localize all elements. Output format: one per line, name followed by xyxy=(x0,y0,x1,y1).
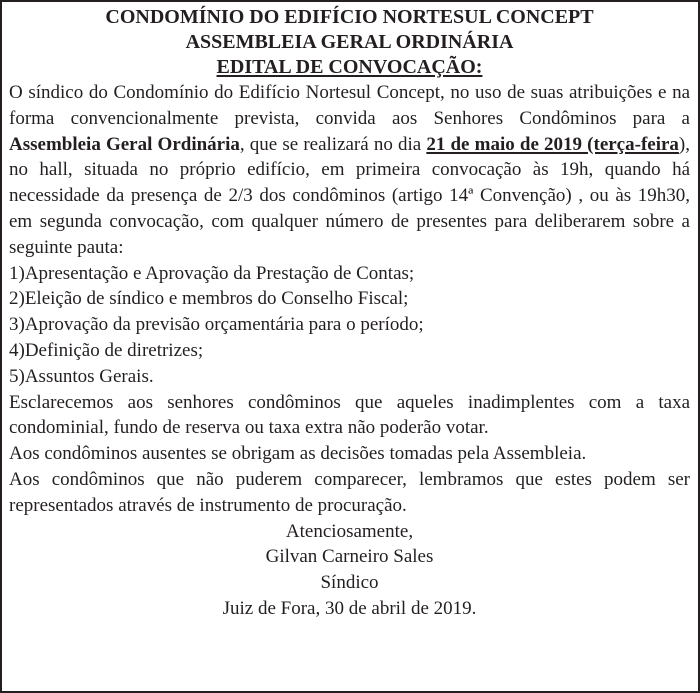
edict-title: EDITAL DE CONVOCAÇÃO: xyxy=(216,56,483,78)
signer-role: Síndico xyxy=(320,572,379,594)
intro-text-part3: ), no hall, situada no próprio edifício, em primeira convocação às 19h, quando há necessidade da presença de 2/3 dos condôminos (artigo 14ª Convenção) , ou às 19h30, em segunda convocação, com qualquer número de presentes para deliberarem sobre a seguinte pauta: xyxy=(9,133,690,258)
agenda-item: 3)Aprovação da previsão orçamentária para o período; xyxy=(9,314,424,336)
agenda-item: 1)Apresentação e Aprovação da Prestação de Contas; xyxy=(9,262,415,284)
closing-salutation: Atenciosamente, xyxy=(285,520,414,542)
intro-paragraph xyxy=(9,80,690,261)
signer-name: Gilvan Carneiro Sales xyxy=(265,546,434,568)
intro-text-part1: O síndico do Condomínio do Edifício Nortesul Concept, no uso de suas atribuições e na forma convencionalmente prevista, convida aos Senhores Condôminos para a xyxy=(9,82,690,129)
agenda-item: 5)Assuntos Gerais. xyxy=(9,365,154,387)
agenda-item: 2)Eleição de síndico e membros do Conselho Fiscal; xyxy=(9,288,409,310)
intro-text-part2: , que se realizará no dia xyxy=(239,133,427,155)
absent-owners-note: Aos condôminos ausentes se obrigam as decisões tomadas pela Assembleia. xyxy=(9,443,587,465)
voting-restriction-note: Esclarecemos aos senhores condôminos que aqueles inadimplentes com a taxa condominial, fundo de reserva ou taxa extra não poderão votar. xyxy=(9,391,690,439)
assembly-name: Assembleia Geral Ordinária xyxy=(9,133,240,155)
assembly-title: ASSEMBLEIA GERAL ORDINÁRIA xyxy=(185,31,514,53)
agenda-list xyxy=(9,261,690,390)
condominium-title: CONDOMÍNIO DO EDIFÍCIO NORTESUL CONCEPT xyxy=(105,6,594,28)
meeting-date: 21 de maio de 2019 (terça-feira xyxy=(426,133,679,155)
place-and-date: Juiz de Fora, 30 de abril de 2019. xyxy=(222,597,477,619)
agenda-item: 4)Definição de diretrizes; xyxy=(9,339,204,361)
proxy-note: Aos condôminos que não puderem comparecer, lembramos que estes podem ser representados através de instrumento de procuração. xyxy=(9,468,690,516)
